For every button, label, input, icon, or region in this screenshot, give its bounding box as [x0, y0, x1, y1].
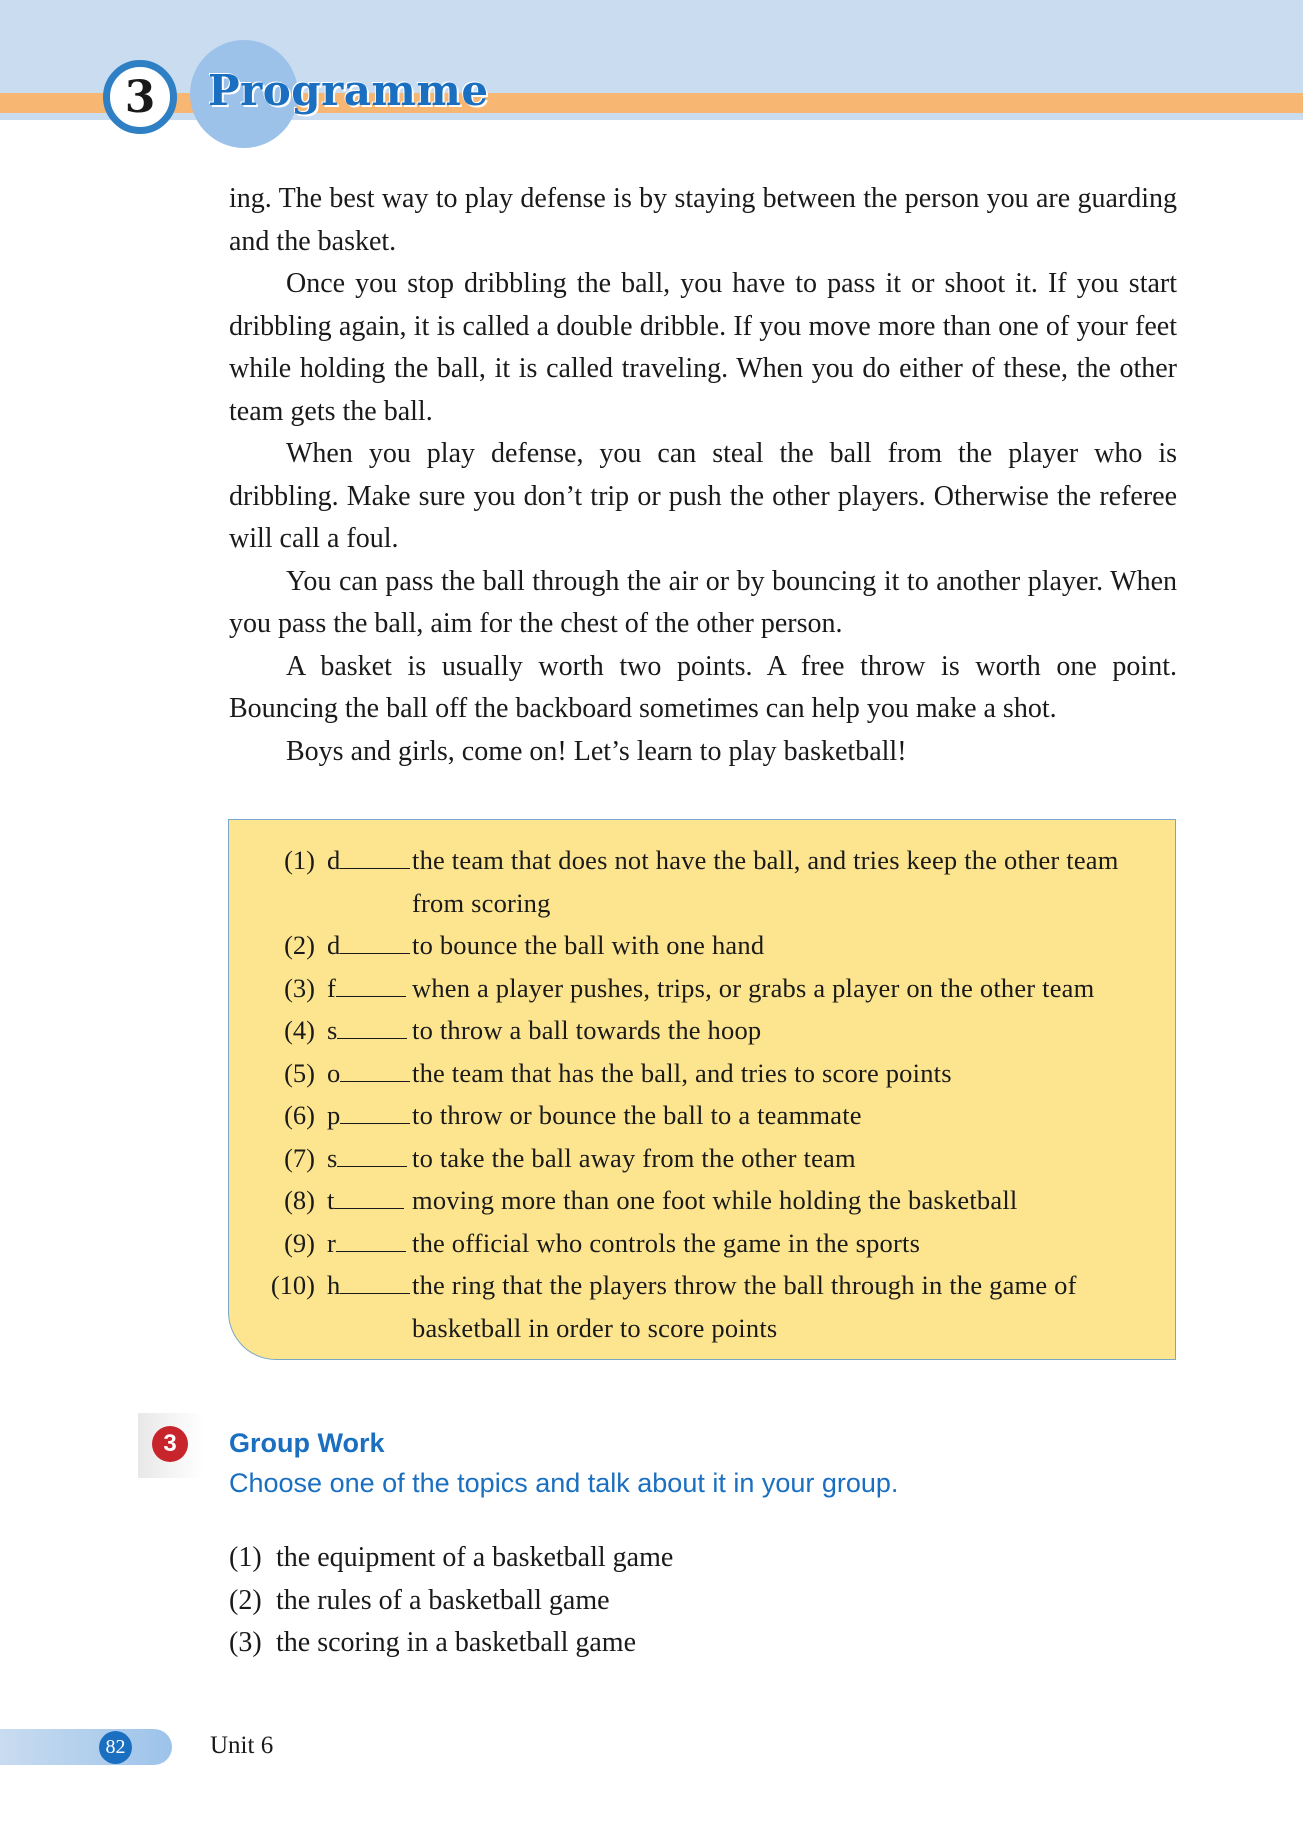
paragraph: When you play defense, you can steal the ball from the player who is dribbling. Make sure you don’t trip or push the other players. Otherwise the referee will call a foul. — [229, 438, 1177, 554]
vocabulary-list — [229, 839, 1175, 1349]
topic-item — [229, 1580, 673, 1623]
unit-label: Unit 6 — [210, 1732, 274, 1759]
vocab-number: (10) — [270, 1270, 315, 1300]
vocab-blank[interactable] — [315, 1222, 412, 1265]
footer-bar — [0, 1729, 172, 1765]
group-work-title: Group Work — [229, 1428, 385, 1458]
vocab-number: (8) — [284, 1185, 315, 1215]
vocab-item — [229, 1052, 1175, 1095]
paragraph: A basket is usually worth two points. A free throw is worth one point. Bouncing the ball off the backboard sometimes can help you make a shot. — [229, 650, 1177, 724]
blank-line — [337, 1020, 407, 1039]
vocab-item — [229, 1264, 1175, 1349]
blank-line — [340, 1063, 410, 1082]
vocab-blank[interactable] — [315, 1264, 412, 1349]
topic-number: (2) — [229, 1584, 262, 1616]
vocab-definition: when a player pushes, trips, or grabs a player on the other team — [412, 972, 1095, 1003]
topic-text: the rules of a basketball game — [276, 1584, 610, 1616]
vocab-blank[interactable] — [315, 1052, 412, 1095]
vocab-letter: d — [327, 930, 341, 960]
vocab-letter: h — [327, 1270, 341, 1300]
vocab-definition: the official who controls the game in the sports — [412, 1227, 921, 1258]
blank-line — [340, 1275, 410, 1294]
vocab-definition: the ring that the players throw the ball through in the game of basketball in order to score points — [412, 1270, 1077, 1343]
vocab-definition: the team that has the ball, and tries to score points — [412, 1057, 952, 1088]
topic-number: (3) — [229, 1627, 262, 1658]
vocab-item — [229, 967, 1175, 1010]
vocab-blank[interactable] — [315, 1137, 412, 1180]
blank-line — [340, 1105, 410, 1124]
blank-line — [340, 935, 410, 954]
vocab-letter: f — [327, 972, 336, 1003]
vocab-number: (5) — [284, 1057, 315, 1088]
blank-line — [336, 978, 406, 997]
paragraph: Once you stop dribbling the ball, you have to pass it or shoot it. If you start dribbling again, it is called a double dribble. If you move more than one of your feet while holding the ball, it is called traveling. When you do either of these, the other team gets the ball. — [229, 268, 1177, 427]
vocab-letter: o — [327, 1057, 341, 1088]
topic-item — [229, 1622, 673, 1665]
vocab-number: (3) — [284, 972, 315, 1003]
vocab-number: (2) — [284, 930, 315, 960]
vocab-letter: p — [327, 1100, 341, 1130]
group-work-instruction: Choose one of the topics and talk about it in your group. — [229, 1468, 899, 1498]
vocab-number: (1) — [284, 845, 315, 875]
vocab-definition: to throw or bounce the ball to a teammate — [412, 1100, 862, 1130]
vocab-blank[interactable] — [315, 1094, 412, 1137]
topic-item — [229, 1537, 673, 1580]
vocab-item — [229, 1222, 1175, 1265]
vocab-item — [229, 1094, 1175, 1137]
vocab-letter: s — [327, 1142, 338, 1173]
vocab-item — [229, 839, 1175, 924]
topic-number: (1) — [229, 1542, 262, 1573]
group-work-number-badge: 3 — [152, 1426, 188, 1462]
vocab-letter: d — [327, 845, 341, 875]
vocab-blank[interactable] — [315, 839, 412, 924]
topic-text: the equipment of a basketball game — [276, 1542, 674, 1573]
vocab-definition: moving more than one foot while holding the basketball — [412, 1185, 1018, 1215]
vocab-number: (6) — [284, 1100, 315, 1130]
vocab-item — [229, 1009, 1175, 1052]
blank-line — [340, 850, 410, 869]
vocab-blank[interactable] — [315, 924, 412, 967]
paragraph: ing. The best way to play defense is by staying between the person you are guarding and the basket. — [229, 183, 1177, 257]
vocab-definition: the team that does not have the ball, and tries keep the other team from scoring — [412, 845, 1119, 918]
vocab-letter: t — [327, 1185, 335, 1215]
paragraph: Boys and girls, come on! Let’s learn to play basketball! — [286, 735, 907, 767]
vocab-item — [229, 924, 1175, 967]
vocab-number: (9) — [284, 1227, 315, 1258]
topic-list — [229, 1537, 673, 1665]
reading-passage — [229, 178, 1177, 773]
vocab-item — [229, 1179, 1175, 1222]
vocabulary-exercise-box — [228, 819, 1176, 1360]
page-number: 82 — [99, 1731, 132, 1764]
blank-line — [336, 1233, 406, 1252]
paragraph: You can pass the ball through the air or by bouncing it to another player. When you pass the ball, aim for the chest of the other person. — [229, 565, 1177, 639]
topic-text: the scoring in a basketball game — [276, 1627, 636, 1658]
vocab-item — [229, 1137, 1175, 1180]
vocab-definition: to bounce the ball with one hand — [412, 930, 765, 960]
vocab-definition: to throw a ball towards the hoop — [412, 1015, 762, 1045]
blank-line — [334, 1190, 404, 1209]
vocab-letter: r — [327, 1227, 336, 1258]
vocab-number: (4) — [284, 1015, 315, 1045]
vocab-letter: s — [327, 1015, 338, 1045]
vocab-definition: to take the ball away from the other team — [412, 1142, 856, 1173]
section-title: Programme — [208, 66, 489, 115]
vocab-blank[interactable] — [315, 1179, 412, 1222]
blank-line — [337, 1148, 407, 1167]
vocab-number: (7) — [284, 1142, 315, 1173]
vocab-blank[interactable] — [315, 1009, 412, 1052]
vocab-blank[interactable] — [315, 967, 412, 1010]
section-number-badge: 3 — [103, 60, 177, 134]
